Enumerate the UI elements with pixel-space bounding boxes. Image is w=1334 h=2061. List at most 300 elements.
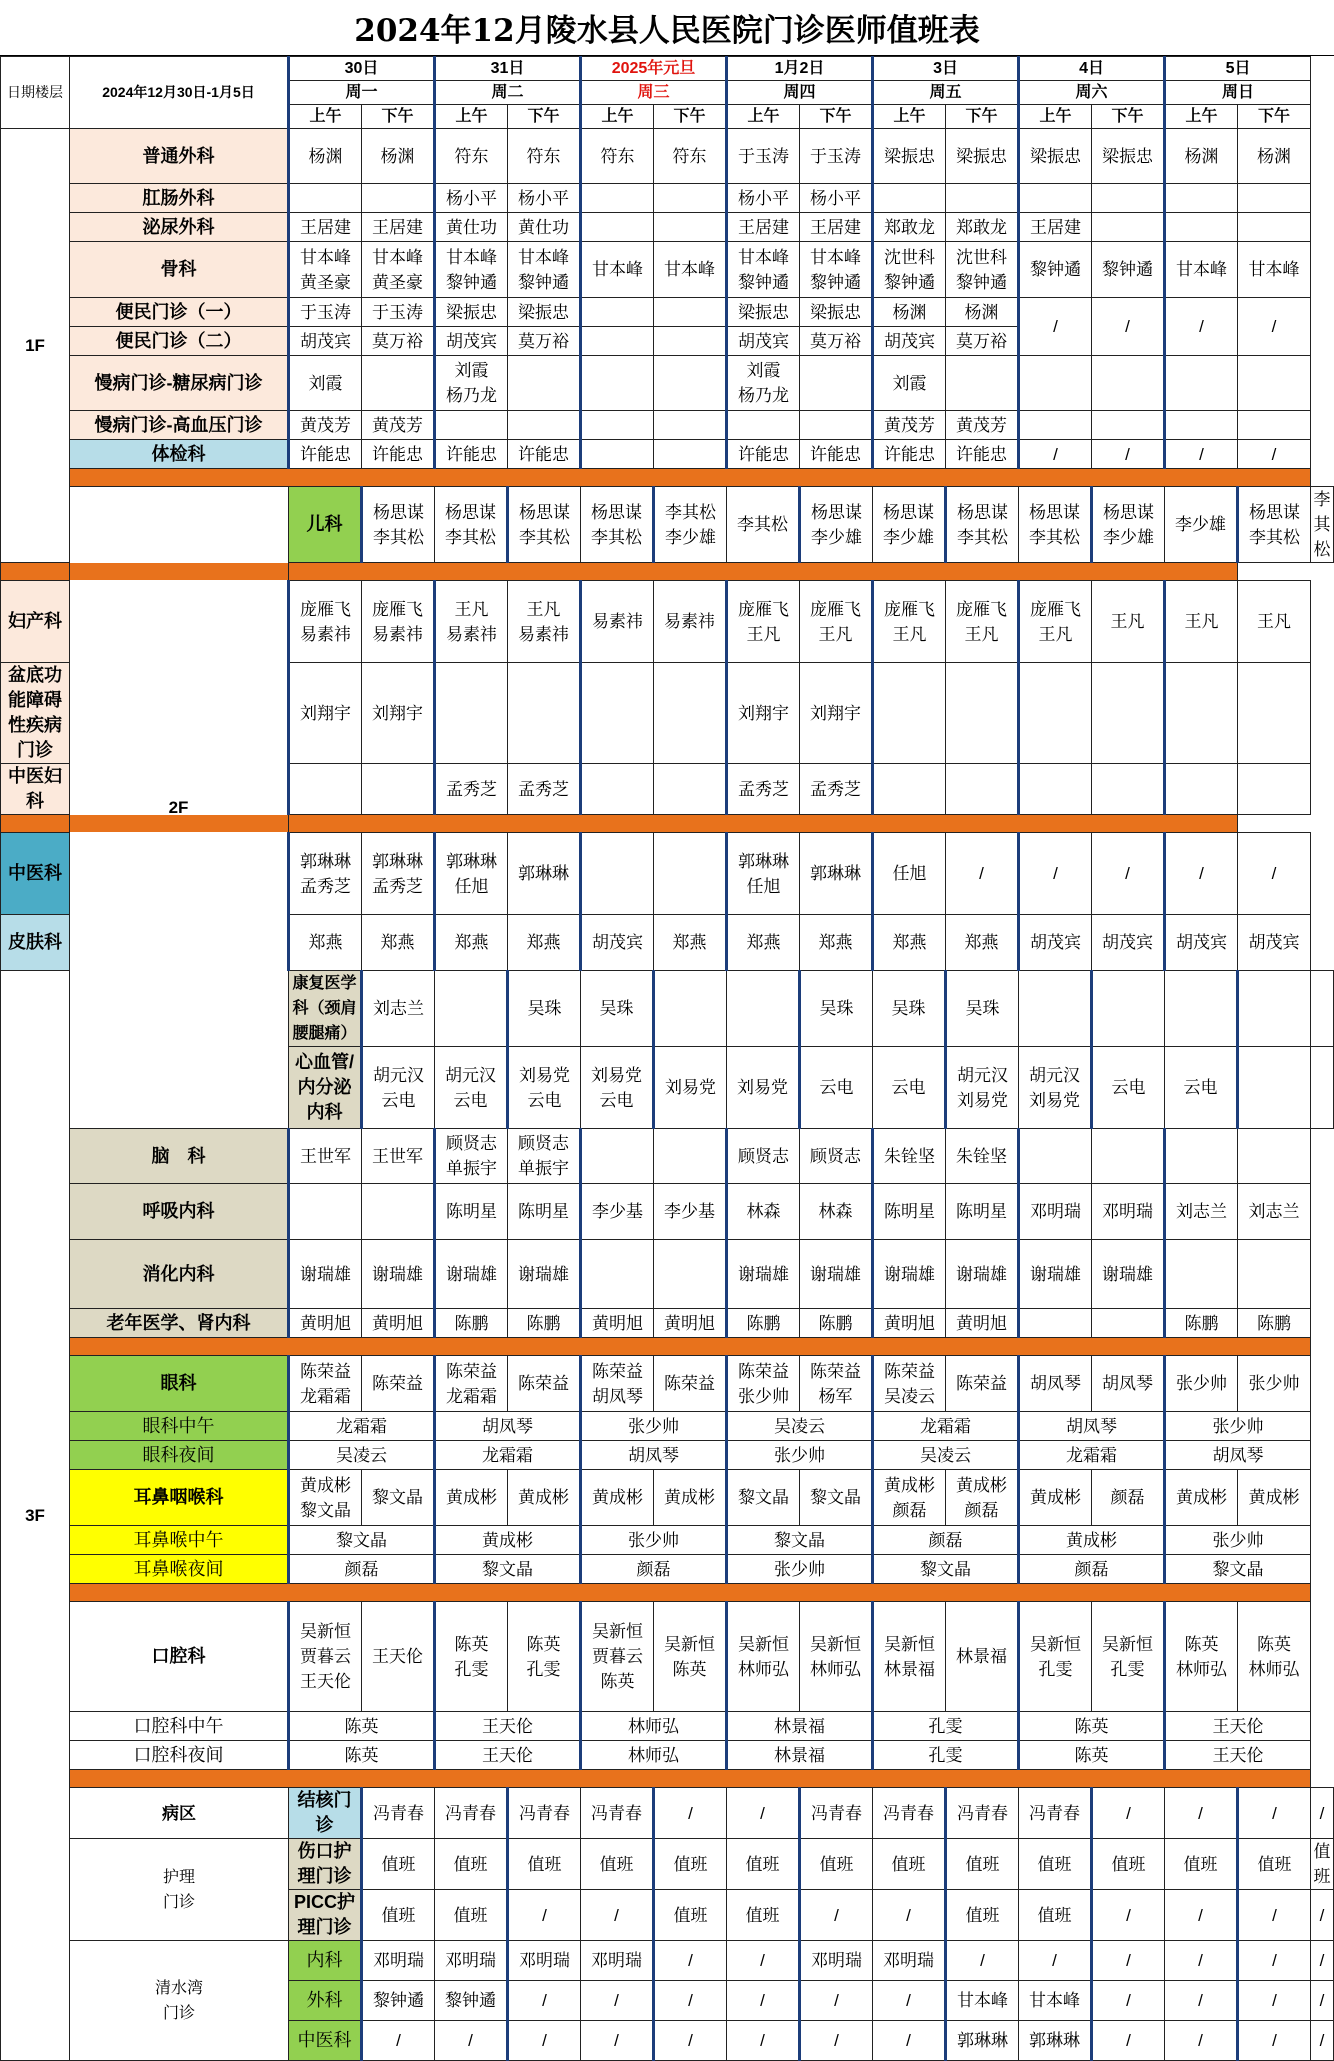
- duty-cell: 胡凤琴: [1019, 1356, 1092, 1412]
- duty-cell: 陈英 林师弘: [1165, 1602, 1238, 1712]
- roster-row: [1, 1602, 1334, 1712]
- duty-cell: 许能忠: [362, 440, 435, 469]
- duty-cell: [800, 356, 873, 411]
- duty-cell: 黄茂芳: [362, 411, 435, 440]
- duty-cell: 王凡 易素祎: [508, 581, 581, 663]
- duty-cell: [289, 184, 362, 213]
- department-name: 外科: [289, 1981, 362, 2021]
- duty-cell: 郭琳琳: [508, 833, 581, 915]
- duty-cell: 庞雁飞 王凡: [1019, 581, 1092, 663]
- section-separator: [1, 1338, 1334, 1356]
- duty-cell: [654, 356, 727, 411]
- duty-cell: /: [1165, 1788, 1238, 1839]
- duty-cell: [581, 833, 654, 915]
- duty-cell: 黄成彬: [508, 1470, 581, 1526]
- duty-cell: 顾贤志 单振宇: [508, 1129, 581, 1184]
- duty-cell: 甘本峰: [581, 242, 654, 298]
- duty-cell: 颜磊: [1019, 1555, 1165, 1584]
- duty-cell: /: [1165, 298, 1238, 356]
- duty-cell: [1019, 764, 1092, 815]
- duty-cell: 甘本峰 黎钟遹: [508, 242, 581, 298]
- duty-cell: [1019, 971, 1092, 1047]
- duty-cell: 值班: [435, 1839, 508, 1890]
- duty-cell: 谢瑞雄: [1019, 1240, 1092, 1309]
- duty-cell: 刘易党 云电: [581, 1047, 654, 1129]
- duty-cell: 胡茂宾: [581, 915, 654, 971]
- duty-cell: 郑燕: [727, 915, 800, 971]
- am-label: 上午: [1019, 105, 1092, 129]
- section-separator: [1, 469, 1334, 487]
- duty-cell: /: [1092, 440, 1165, 469]
- duty-cell: [1092, 184, 1165, 213]
- duty-cell: 许能忠: [289, 440, 362, 469]
- duty-cell: [581, 356, 654, 411]
- department-name: 慢病门诊-高血压门诊: [70, 411, 289, 440]
- roster-row: [1, 1712, 1334, 1741]
- duty-cell: [289, 1184, 362, 1240]
- duty-cell: 值班: [1238, 1839, 1311, 1890]
- duty-cell: 甘本峰: [1019, 1981, 1092, 2021]
- duty-cell: /: [435, 2021, 508, 2061]
- duty-cell: /: [362, 2021, 435, 2061]
- duty-cell: [1238, 1240, 1311, 1309]
- day-weekday: 周一: [289, 81, 435, 105]
- duty-cell: 龙霜霜: [435, 1441, 581, 1470]
- duty-cell: 刘易党: [654, 1047, 727, 1129]
- pm-label: 下午: [362, 105, 435, 129]
- duty-cell: 陈荣益 胡凤琴: [581, 1356, 654, 1412]
- duty-cell: 黄明旭: [946, 1309, 1019, 1338]
- duty-cell: 吴新恒 孔雯: [1092, 1602, 1165, 1712]
- duty-cell: 梁振忠: [873, 129, 946, 184]
- duty-cell: 刘霞 杨乃龙: [435, 356, 508, 411]
- duty-cell: 张少帅: [727, 1555, 873, 1584]
- duty-cell: 杨小平: [435, 184, 508, 213]
- pm-label: 下午: [946, 105, 1019, 129]
- duty-cell: [1311, 1047, 1334, 1129]
- duty-cell: 陈鹏: [508, 1309, 581, 1338]
- duty-cell: 郑敢龙: [946, 213, 1019, 242]
- duty-cell: /: [800, 1981, 873, 2021]
- duty-cell: 杨渊: [289, 129, 362, 184]
- duty-cell: 陈荣益 龙霜霜: [435, 1356, 508, 1412]
- department-name: 体检科: [70, 440, 289, 469]
- duty-cell: [581, 327, 654, 356]
- floor-label: 2F: [70, 487, 289, 1129]
- section-separator: [1, 1770, 1334, 1788]
- duty-cell: [581, 298, 654, 327]
- duty-cell: 刘翔宇: [727, 663, 800, 764]
- duty-cell: 值班: [435, 1890, 508, 1941]
- duty-cell: 郑燕: [946, 915, 1019, 971]
- duty-cell: 胡茂宾: [873, 327, 946, 356]
- date-range: 2024年12月30日-1月5日: [70, 57, 289, 129]
- separator-bar: [70, 1584, 1311, 1602]
- duty-cell: /: [1311, 1788, 1334, 1839]
- day-date: 31日: [435, 57, 581, 81]
- am-label: 上午: [289, 105, 362, 129]
- duty-cell: [289, 764, 362, 815]
- roster-row: [1, 1240, 1334, 1309]
- duty-cell: 郑燕: [873, 915, 946, 971]
- duty-cell: 冯青春: [873, 1788, 946, 1839]
- duty-cell: 邓明瑞: [873, 1941, 946, 1981]
- duty-cell: [654, 184, 727, 213]
- department-name: 康复医学科（颈肩腰腿痛）: [289, 971, 362, 1047]
- duty-cell: 吴凌云: [727, 1412, 873, 1441]
- roster-row: [1, 1356, 1334, 1412]
- roster-row: [1, 1839, 1334, 1890]
- duty-cell: 王居建: [800, 213, 873, 242]
- duty-cell: 黄成彬 颜磊: [946, 1470, 1019, 1526]
- pm-label: 下午: [654, 105, 727, 129]
- duty-cell: 甘本峰 黎钟遹: [727, 242, 800, 298]
- duty-cell: [1092, 213, 1165, 242]
- duty-cell: 吴珠: [946, 971, 1019, 1047]
- department-name: 便民门诊（二）: [70, 327, 289, 356]
- duty-cell: 郑燕: [435, 915, 508, 971]
- duty-cell: 吴新恒 贾暮云 王天伦: [289, 1602, 362, 1712]
- duty-cell: 陈荣益 龙霜霜: [289, 1356, 362, 1412]
- duty-cell: 谢瑞雄: [508, 1240, 581, 1309]
- duty-cell: 陈鹏: [1238, 1309, 1311, 1338]
- duty-cell: 沈世科 黎钟遹: [873, 242, 946, 298]
- duty-cell: 吴珠: [873, 971, 946, 1047]
- roster-row: [1, 487, 1334, 563]
- duty-cell: [1238, 971, 1311, 1047]
- duty-cell: [581, 213, 654, 242]
- duty-cell: 顾贤志 单振宇: [435, 1129, 508, 1184]
- roster-row: [1, 411, 1334, 440]
- duty-cell: 黄成彬: [581, 1470, 654, 1526]
- duty-cell: 黎钟遹: [435, 1981, 508, 2021]
- duty-cell: 胡茂宾: [1019, 915, 1092, 971]
- duty-cell: [1311, 971, 1334, 1047]
- duty-cell: 甘本峰: [1165, 242, 1238, 298]
- duty-cell: 冯青春: [800, 1788, 873, 1839]
- duty-cell: [1019, 663, 1092, 764]
- duty-cell: 莫万裕: [946, 327, 1019, 356]
- duty-cell: 甘本峰: [1238, 242, 1311, 298]
- duty-cell: [1165, 411, 1238, 440]
- separator-bar: [70, 469, 1311, 487]
- duty-cell: 邓明瑞: [435, 1941, 508, 1981]
- duty-cell: [1165, 1240, 1238, 1309]
- roster-row: [1, 1788, 1334, 1839]
- duty-cell: [1165, 184, 1238, 213]
- duty-cell: 郭琳琳: [946, 2021, 1019, 2061]
- duty-cell: /: [1238, 1941, 1311, 1981]
- duty-cell: /: [946, 1941, 1019, 1981]
- duty-cell: [435, 663, 508, 764]
- duty-cell: 朱铨坚: [873, 1129, 946, 1184]
- duty-cell: 胡元汉 刘易党: [946, 1047, 1019, 1129]
- duty-cell: [1019, 1129, 1092, 1184]
- day-date: 3日: [873, 57, 1019, 81]
- duty-cell: 王居建: [289, 213, 362, 242]
- department-name: 伤口护理门诊: [289, 1839, 362, 1890]
- duty-cell: /: [1238, 298, 1311, 356]
- duty-cell: 王居建: [727, 213, 800, 242]
- duty-cell: 甘本峰 黄圣豪: [289, 242, 362, 298]
- duty-cell: 甘本峰 黄圣豪: [362, 242, 435, 298]
- duty-cell: 胡茂宾: [1238, 915, 1311, 971]
- duty-cell: 杨思谋 李少雄: [800, 487, 873, 563]
- duty-cell: /: [873, 2021, 946, 2061]
- department-name: 口腔科夜间: [70, 1741, 289, 1770]
- duty-cell: 值班: [727, 1839, 800, 1890]
- department-name: 结核门诊: [289, 1788, 362, 1839]
- roster-row: [1, 129, 1334, 184]
- duty-cell: 值班: [946, 1890, 1019, 1941]
- duty-cell: 李其松: [727, 487, 800, 563]
- duty-cell: 冯青春: [946, 1788, 1019, 1839]
- duty-cell: [654, 411, 727, 440]
- duty-cell: 黎钟遹: [1019, 242, 1092, 298]
- duty-cell: [508, 411, 581, 440]
- duty-cell: 杨思谋 李其松: [1019, 487, 1092, 563]
- duty-cell: 于玉涛: [727, 129, 800, 184]
- duty-cell: 吴新恒 孔雯: [1019, 1602, 1092, 1712]
- duty-cell: 颜磊: [289, 1555, 435, 1584]
- duty-cell: 黄成彬 黎文晶: [289, 1470, 362, 1526]
- duty-cell: [946, 764, 1019, 815]
- duty-cell: 林师弘: [581, 1741, 727, 1770]
- duty-cell: [873, 663, 946, 764]
- duty-cell: /: [1165, 1941, 1238, 1981]
- duty-cell: 谢瑞雄: [1092, 1240, 1165, 1309]
- duty-cell: 刘志兰: [362, 971, 435, 1047]
- duty-cell: [1092, 411, 1165, 440]
- duty-cell: 郑燕: [289, 915, 362, 971]
- department-name: 盆底功能障碍性疾病门诊: [1, 663, 70, 764]
- duty-cell: 李其松: [1311, 487, 1334, 563]
- duty-cell: /: [654, 1788, 727, 1839]
- roster-row: [1, 184, 1334, 213]
- duty-cell: 颜磊: [581, 1555, 727, 1584]
- duty-cell: 黎钟遹: [1092, 242, 1165, 298]
- duty-cell: 王凡: [1165, 581, 1238, 663]
- duty-cell: 谢瑞雄: [289, 1240, 362, 1309]
- duty-cell: 郭琳琳: [1019, 2021, 1092, 2061]
- department-name: 中医妇科: [1, 764, 70, 815]
- duty-cell: [946, 663, 1019, 764]
- department-name: 内科: [289, 1941, 362, 1981]
- duty-cell: 杨渊: [873, 298, 946, 327]
- roster-row: [1, 1941, 1334, 1981]
- duty-cell: 刘翔宇: [362, 663, 435, 764]
- department-name: 皮肤科: [1, 915, 70, 971]
- duty-cell: 张少帅: [581, 1412, 727, 1441]
- duty-cell: [362, 356, 435, 411]
- duty-cell: 值班: [727, 1890, 800, 1941]
- duty-cell: 邓明瑞: [508, 1941, 581, 1981]
- duty-cell: 刘志兰: [1238, 1184, 1311, 1240]
- duty-cell: 吴珠: [581, 971, 654, 1047]
- roster-row: [1, 1470, 1334, 1526]
- duty-cell: 顾贤志: [727, 1129, 800, 1184]
- duty-cell: 陈英 林师弘: [1238, 1602, 1311, 1712]
- duty-cell: [581, 663, 654, 764]
- duty-cell: 庞雁飞 王凡: [946, 581, 1019, 663]
- duty-cell: 胡元汉 刘易党: [1019, 1047, 1092, 1129]
- duty-cell: 谢瑞雄: [873, 1240, 946, 1309]
- department-name: 耳鼻喉夜间: [70, 1555, 289, 1584]
- duty-cell: 符东: [435, 129, 508, 184]
- pm-label: 下午: [1092, 105, 1165, 129]
- duty-cell: 胡茂宾: [1092, 915, 1165, 971]
- duty-cell: /: [727, 1941, 800, 1981]
- department-name: 中医科: [1, 833, 70, 915]
- duty-cell: [654, 663, 727, 764]
- department-name: 便民门诊（一）: [70, 298, 289, 327]
- duty-cell: 陈英: [1019, 1741, 1165, 1770]
- duty-cell: [581, 440, 654, 469]
- duty-cell: 郭琳琳 任旭: [435, 833, 508, 915]
- duty-cell: 值班: [581, 1839, 654, 1890]
- duty-cell: 值班: [1019, 1839, 1092, 1890]
- duty-cell: [1165, 971, 1238, 1047]
- duty-cell: 甘本峰 黎钟遹: [800, 242, 873, 298]
- duty-cell: 陈荣益: [946, 1356, 1019, 1412]
- duty-cell: 许能忠: [435, 440, 508, 469]
- am-label: 上午: [1165, 105, 1238, 129]
- duty-cell: 黄成彬: [1165, 1470, 1238, 1526]
- duty-cell: /: [1165, 1981, 1238, 2021]
- duty-cell: 吴新恒 林师弘: [800, 1602, 873, 1712]
- duty-cell: /: [1092, 1890, 1165, 1941]
- department-name: 肛肠外科: [70, 184, 289, 213]
- duty-cell: 黄茂芳: [289, 411, 362, 440]
- duty-cell: 吴新恒 林师弘: [727, 1602, 800, 1712]
- duty-cell: 杨思谋 李少雄: [873, 487, 946, 563]
- duty-cell: [1238, 764, 1311, 815]
- floor-label: 清水湾 门诊: [70, 1941, 289, 2061]
- duty-cell: 易素祎: [581, 581, 654, 663]
- duty-cell: [1019, 1309, 1092, 1338]
- duty-cell: 刘霞 杨乃龙: [727, 356, 800, 411]
- department-name: 眼科夜间: [70, 1441, 289, 1470]
- duty-cell: 胡元汉 云电: [362, 1047, 435, 1129]
- duty-cell: 吴新恒 林景福: [873, 1602, 946, 1712]
- duty-cell: 郭琳琳 任旭: [727, 833, 800, 915]
- duty-cell: 杨小平: [727, 184, 800, 213]
- duty-cell: [435, 971, 508, 1047]
- separator-bar: [70, 1770, 1311, 1788]
- duty-cell: 陈明星: [946, 1184, 1019, 1240]
- duty-cell: [435, 411, 508, 440]
- department-name: 脑 科: [70, 1129, 289, 1184]
- day-date: 1月2日: [727, 57, 873, 81]
- day-date: 2025年元旦: [581, 57, 727, 81]
- duty-cell: 梁振忠: [800, 298, 873, 327]
- duty-cell: 李少基: [581, 1184, 654, 1240]
- department-name: 消化内科: [70, 1240, 289, 1309]
- duty-cell: 冯青春: [581, 1788, 654, 1839]
- duty-cell: 龙霜霜: [873, 1412, 1019, 1441]
- duty-cell: /: [1019, 440, 1092, 469]
- duty-cell: /: [1165, 2021, 1238, 2061]
- duty-cell: 值班: [1019, 1890, 1092, 1941]
- duty-cell: 刘翔宇: [289, 663, 362, 764]
- duty-cell: [1238, 1129, 1311, 1184]
- duty-cell: 黎文晶: [1165, 1555, 1311, 1584]
- duty-cell: [1238, 213, 1311, 242]
- duty-cell: 黄明旭: [654, 1309, 727, 1338]
- duty-cell: 许能忠: [946, 440, 1019, 469]
- duty-cell: 许能忠: [873, 440, 946, 469]
- duty-cell: 黎文晶: [362, 1470, 435, 1526]
- duty-cell: [654, 971, 727, 1047]
- duty-cell: /: [800, 2021, 873, 2061]
- duty-cell: [581, 411, 654, 440]
- department-name: 妇产科: [1, 581, 70, 663]
- duty-cell: 黎文晶: [873, 1555, 1019, 1584]
- department-name: 口腔科中午: [70, 1712, 289, 1741]
- duty-cell: 陈英: [289, 1741, 435, 1770]
- duty-cell: 陈明星: [435, 1184, 508, 1240]
- duty-cell: 梁振忠: [1092, 129, 1165, 184]
- duty-cell: 梁振忠: [435, 298, 508, 327]
- duty-cell: 于玉涛: [800, 129, 873, 184]
- duty-cell: 陈荣益: [362, 1356, 435, 1412]
- duty-cell: /: [1165, 1890, 1238, 1941]
- duty-cell: 陈荣益 杨军: [800, 1356, 873, 1412]
- duty-cell: 值班: [946, 1839, 1019, 1890]
- duty-cell: 王天伦: [1165, 1741, 1311, 1770]
- duty-cell: 黎文晶: [727, 1470, 800, 1526]
- duty-cell: 梁振忠: [946, 129, 1019, 184]
- department-name: 口腔科: [70, 1602, 289, 1712]
- duty-cell: /: [1311, 1981, 1334, 2021]
- duty-cell: 孔雯: [873, 1712, 1019, 1741]
- duty-cell: 林森: [800, 1184, 873, 1240]
- duty-cell: /: [1092, 298, 1165, 356]
- duty-cell: 冯青春: [508, 1788, 581, 1839]
- duty-cell: 庞雁飞 易素祎: [362, 581, 435, 663]
- duty-cell: 郑燕: [800, 915, 873, 971]
- duty-cell: [581, 1240, 654, 1309]
- duty-cell: 值班: [1165, 1839, 1238, 1890]
- duty-cell: 胡茂宾: [435, 327, 508, 356]
- duty-cell: 邓明瑞: [1092, 1184, 1165, 1240]
- duty-cell: 符东: [654, 129, 727, 184]
- roster-row: [1, 1184, 1334, 1240]
- duty-cell: 郑燕: [654, 915, 727, 971]
- duty-cell: /: [873, 1890, 946, 1941]
- duty-cell: 林景福: [727, 1712, 873, 1741]
- duty-cell: 王凡: [1092, 581, 1165, 663]
- duty-cell: 胡凤琴: [435, 1412, 581, 1441]
- duty-cell: 邓明瑞: [1019, 1184, 1092, 1240]
- day-weekday: 周六: [1019, 81, 1165, 105]
- duty-cell: 陈明星: [508, 1184, 581, 1240]
- department-name: 泌尿外科: [70, 213, 289, 242]
- duty-cell: [654, 833, 727, 915]
- floor-label: 1F: [1, 129, 70, 563]
- duty-cell: /: [1311, 1890, 1334, 1941]
- duty-cell: 林景福: [727, 1741, 873, 1770]
- duty-cell: 陈英 孔雯: [508, 1602, 581, 1712]
- duty-cell: 黄明旭: [289, 1309, 362, 1338]
- duty-cell: /: [1092, 2021, 1165, 2061]
- duty-cell: [654, 764, 727, 815]
- duty-cell: [1092, 1309, 1165, 1338]
- duty-cell: /: [508, 2021, 581, 2061]
- duty-cell: 颜磊: [873, 1526, 1019, 1555]
- duty-cell: 冯青春: [1019, 1788, 1092, 1839]
- duty-cell: 甘本峰: [654, 242, 727, 298]
